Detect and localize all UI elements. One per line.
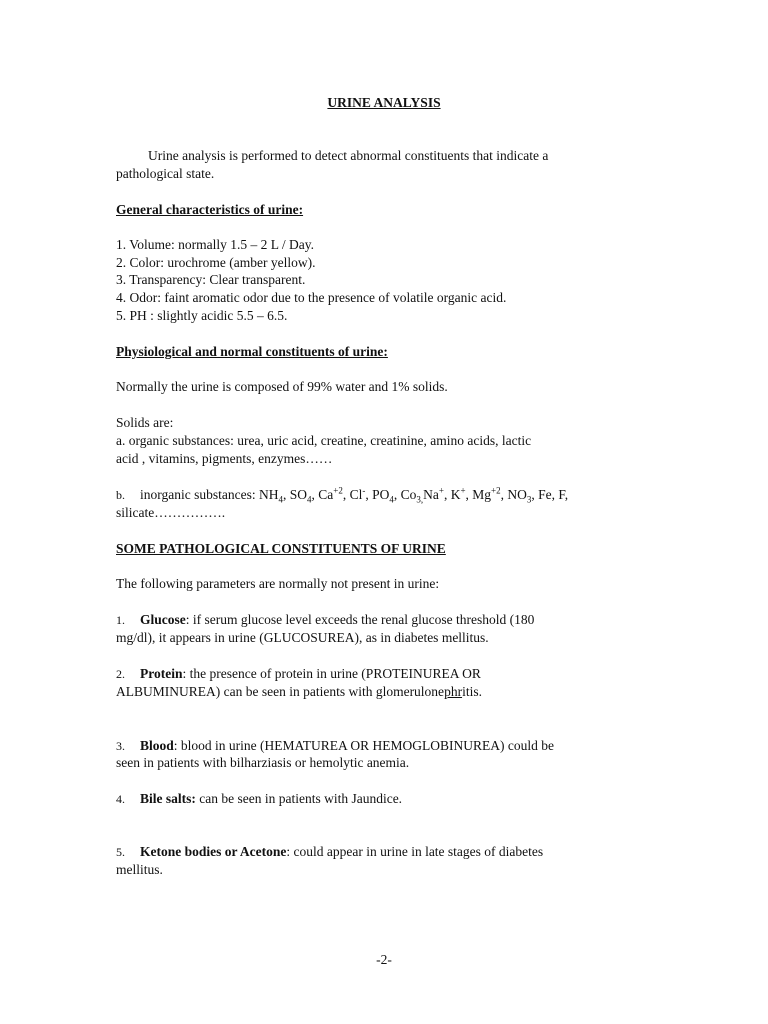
intro-line-2: pathological state. (116, 166, 215, 181)
organic-line-1: a. organic substances: urea, uric acid, creatine, creatinine, amino acids, lactic (116, 433, 532, 448)
page-title: URINE ANALYSIS (327, 95, 441, 110)
patho-item-blood: 3. Blood: blood in urine (HEMATUREA OR HEMOGLOBINUREA) could be (116, 738, 554, 753)
general-item-transparency: 3. Transparency: Clear transparent. (116, 272, 306, 287)
inorganic-line-1: b. inorganic substances: $NH_4$, $SO_4$, $Ca^{+2}$, Cl-, $PO_4$, $Co_{3,}Na^+$, K+, $Mg^{+2}$, $NO_3$, Fe, F, (116, 485, 569, 505)
general-item-volume: 1. Volume: normally 1.5 – 2 L / Day. (116, 237, 314, 252)
patho-item-protein: 2. Protein: the presence of protein in urine (PROTEINUREA OR (116, 666, 481, 681)
general-heading: General characteristics of urine: (116, 202, 304, 217)
pathological-heading: SOME PATHOLOGICAL CONSTITUENTS OF URINE (116, 541, 446, 556)
patho-item-glucose: 1. Glucose: if serum glucose level exceeds the renal glucose threshold (180 (116, 612, 535, 627)
general-item-odor: 4. Odor: faint aromatic odor due to the presence of volatile organic acid. (116, 290, 507, 305)
inorganic-marker: b. (116, 488, 125, 502)
physio-heading: Physiological and normal constituents of urine: (116, 344, 388, 359)
composition-text: Normally the urine is composed of 99% water and 1% solids. (116, 379, 448, 394)
patho-item-bile: 4. Bile salts: can be seen in patients with Jaundice. (116, 791, 403, 806)
solids-label: Solids are: (116, 415, 174, 430)
inorganic-line-2: silicate……………. (116, 505, 226, 520)
organic-line-2: acid , vitamins, pigments, enzymes…… (116, 451, 333, 466)
general-item-ph: 5. PH : slightly acidic 5.5 – 6.5. (116, 308, 288, 323)
intro-line-1: Urine analysis is performed to detect abnormal constituents that indicate a (148, 148, 549, 163)
patho-item-ketone-cont: mellitus. (116, 862, 163, 877)
general-item-color: 2. Color: urochrome (amber yellow). (116, 255, 316, 270)
patho-item-ketone: 5. Ketone bodies or Acetone: could appear in urine in late stages of diabetes (116, 844, 544, 859)
pathological-lead: The following parameters are normally not present in urine: (116, 576, 440, 591)
patho-item-protein-cont: ALBUMINUREA) can be seen in patients with glomerulonephritis. (116, 684, 482, 699)
page-number: -2- (376, 952, 392, 967)
patho-item-blood-cont: seen in patients with bilharziasis or hemolytic anemia. (116, 755, 410, 770)
patho-item-glucose-cont: mg/dl), it appears in urine (GLUCOSUREA), as in diabetes mellitus. (116, 630, 489, 645)
